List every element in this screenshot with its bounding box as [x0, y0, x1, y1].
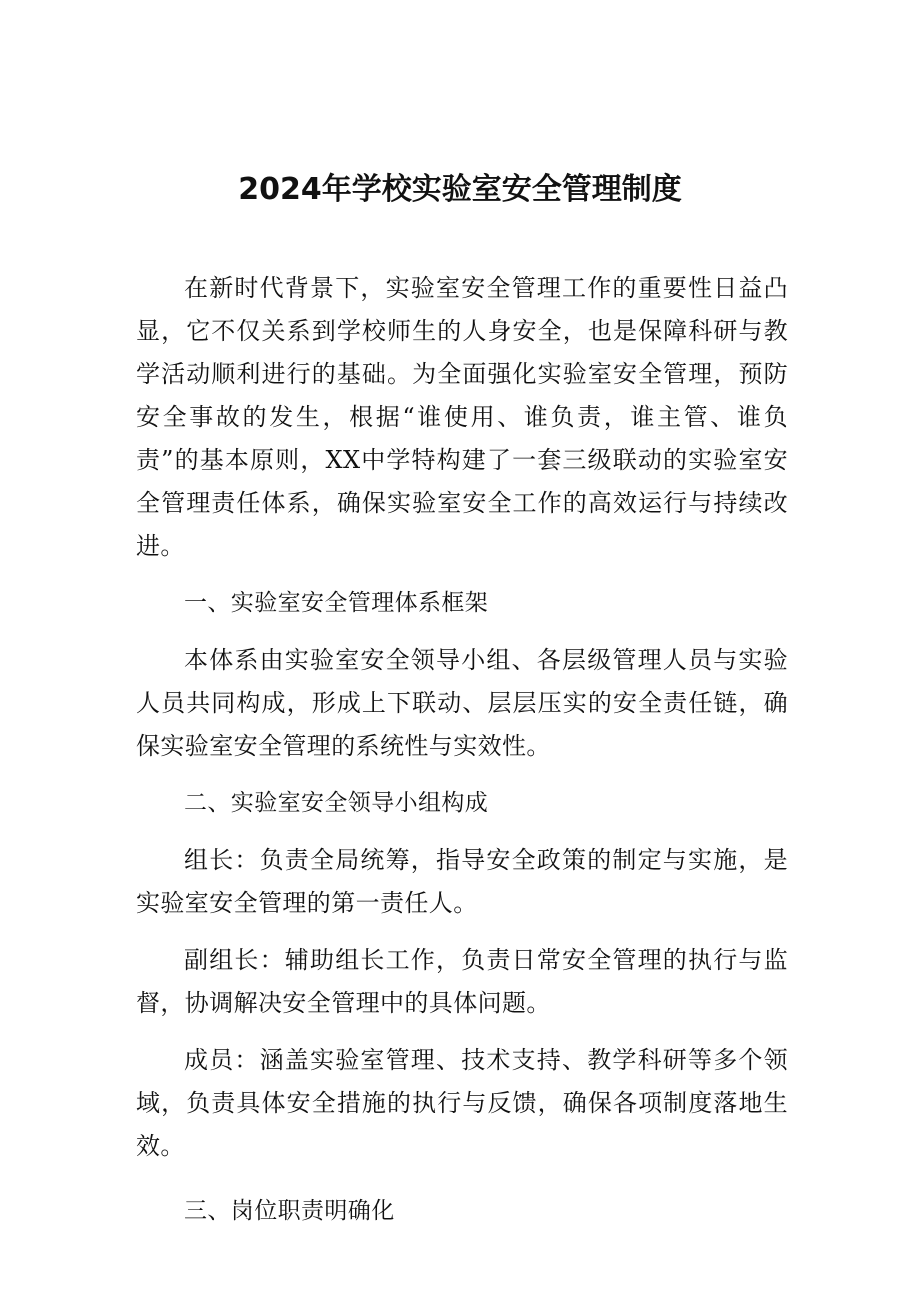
intro-paragraph: 在新时代背景下，实验室安全管理工作的重要性日益凸显，它不仅关系到学校师生的人身安全，也是保障科研与教学活动顺利进行的基础。为全面强化实验室安全管理，预防安全事故的发生，根据“谁使用、谁负责，谁主管、谁负责”的基本原则，XX中学特构建了一套三级联动的实验室安全管理责任体系，确保实验室安全工作的高效运行与持续改进。: [136, 274, 788, 560]
role-leader-paragraph: 组长：负责全局统筹，指导安全政策的制定与实施，是实验室安全管理的第一责任人。: [136, 846, 788, 917]
section-heading: 一、实验室安全管理体系框架: [184, 590, 489, 616]
section-heading: 二、实验室安全领导小组构成: [184, 790, 489, 816]
document-body: [136, 267, 788, 1247]
section-paragraph: 本体系由实验室安全领导小组、各层级管理人员与实验人员共同构成，形成上下联动、层层压实的安全责任链，确保实验室安全管理的系统性与实效性。: [136, 646, 788, 760]
section-leadership-group: [136, 782, 788, 1168]
section-framework: [136, 582, 788, 768]
section-heading: 三、岗位职责明确化: [184, 1198, 395, 1224]
section-responsibilities: [136, 1190, 788, 1233]
role-deputy-leader-paragraph: 副组长：辅助组长工作，负责日常安全管理的执行与监督，协调解决安全管理中的具体问题。: [136, 946, 788, 1017]
document-title: 2024年学校实验室安全管理制度: [238, 172, 682, 207]
role-members-paragraph: 成员：涵盖实验室管理、技术支持、教学科研等多个领域，负责具体安全措施的执行与反馈，确保各项制度落地生效。: [136, 1046, 788, 1160]
